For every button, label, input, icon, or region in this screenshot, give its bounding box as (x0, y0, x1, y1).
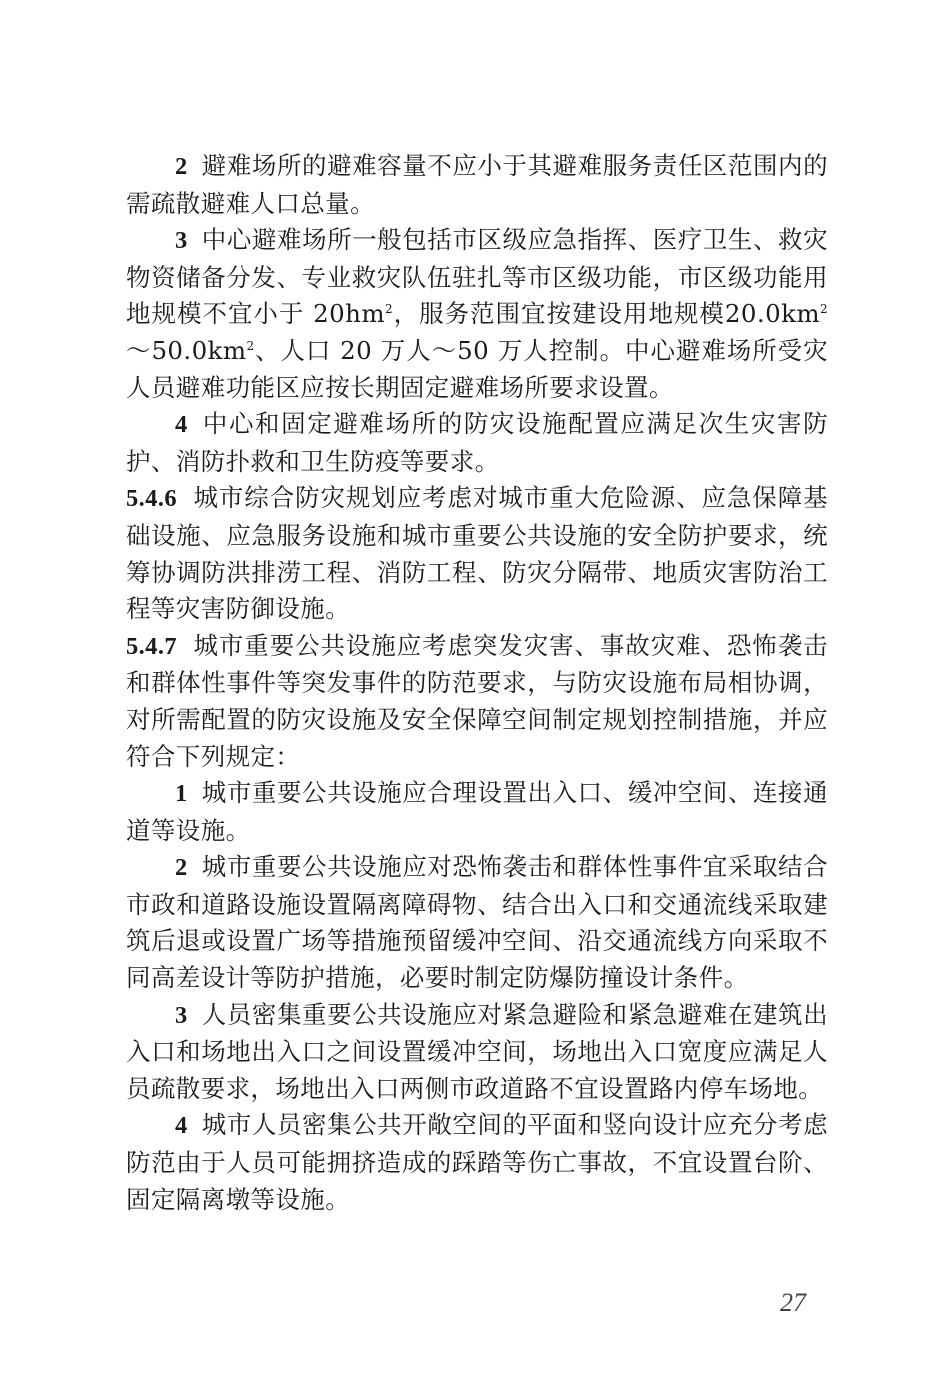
superscript: 2 (246, 338, 255, 353)
clause-number: 5.4.6 (126, 485, 177, 513)
clause-number: 5.4.7 (126, 632, 177, 660)
clause-5-4-7 (126, 628, 828, 775)
item-text-part-c: ～50.0km (126, 335, 247, 365)
item-text: 人员密集重要公共设施应对紧急避险和紧急避难在建筑出入口和场地出入口之间设置缓冲空间，场地出入口宽度应满足人员疏散要求，场地出入口两侧市政道路不宜设置路内停车场地。 (126, 999, 828, 1103)
clause-text: 城市综合防灾规划应考虑对城市重大危险源、应急保障基础设施、应急服务设施和城市重要公共设施的安全防护要求，统筹协调防洪排涝工程、消防工程、防灾分隔带、地质灾害防治工程等灾害防御设施。 (126, 483, 828, 624)
item-1-entrances (126, 775, 828, 849)
superscript: 2 (819, 302, 828, 317)
item-number: 2 (175, 854, 188, 882)
item-text: 城市重要公共设施应对恐怖袭击和群体性事件宜采取结合市政和道路设施设置隔离障碍物、结合出入口和交通流线采取建筑后退或设置广场等措施预留缓冲空间、沿交通流线方向采取不同高差设计等防护措施，必要时制定防爆防撞设计条件。 (126, 852, 828, 993)
item-text: 中心和固定避难场所的防灾设施配置应满足次生灾害防护、消防扑救和卫生防疫等要求。 (126, 409, 828, 476)
item-text: 城市人员密集公共开敞空间的平面和竖向设计应充分考虑防范由于人员可能拥挤造成的踩踏等伤亡事故，不宜设置台阶、固定隔离墩等设施。 (126, 1110, 828, 1214)
item-4-facility-config (126, 406, 828, 480)
item-text-part-b: ，服务范围宜按建设用地规模20.0km (393, 299, 820, 329)
clause-5-4-6 (126, 480, 828, 627)
page-number: 27 (780, 1288, 806, 1317)
item-2-shelter-capacity (126, 148, 828, 222)
superscript: 2 (384, 302, 394, 317)
clause-text: 城市重要公共设施应考虑突发灾害、事故灾难、恐怖袭击和群体性事件等突发事件的防范要求，与防灾设施布局相协调，对所需配置的防灾设施及安全保障空间制定规划控制措施，并应符合下列规定： (126, 630, 828, 771)
item-number: 4 (175, 411, 188, 439)
item-number: 4 (175, 1112, 188, 1140)
item-number: 2 (175, 153, 188, 180)
item-text: 避难场所的避难容量不应小于其避难服务责任区范围内的需疏散避难人口总量。 (126, 151, 828, 218)
item-number: 3 (175, 1001, 188, 1029)
document-body (126, 148, 828, 1218)
item-3-central-shelter (126, 222, 828, 406)
item-2-terror-protection (126, 849, 828, 996)
item-number: 1 (175, 780, 188, 808)
item-text: 城市重要公共设施应合理设置出入口、缓冲空间、连接通道等设施。 (126, 778, 828, 845)
item-text-part-a: 中心避难场所一般包括市区级应急指挥、医疗卫生、救灾物资储备分发、专业救灾队伍驻扎等市区级功能，市区级功能用地规模不宜小于 20hm (126, 225, 828, 329)
item-3-buffer-space (126, 997, 828, 1108)
item-text-part-d: 、人口 20 万人～50 万人控制。中心避难场所受灾人员避难功能区应按长期固定避难场所要求设置。 (126, 335, 828, 402)
item-4-open-space-design (126, 1107, 828, 1218)
item-number: 3 (175, 227, 188, 255)
